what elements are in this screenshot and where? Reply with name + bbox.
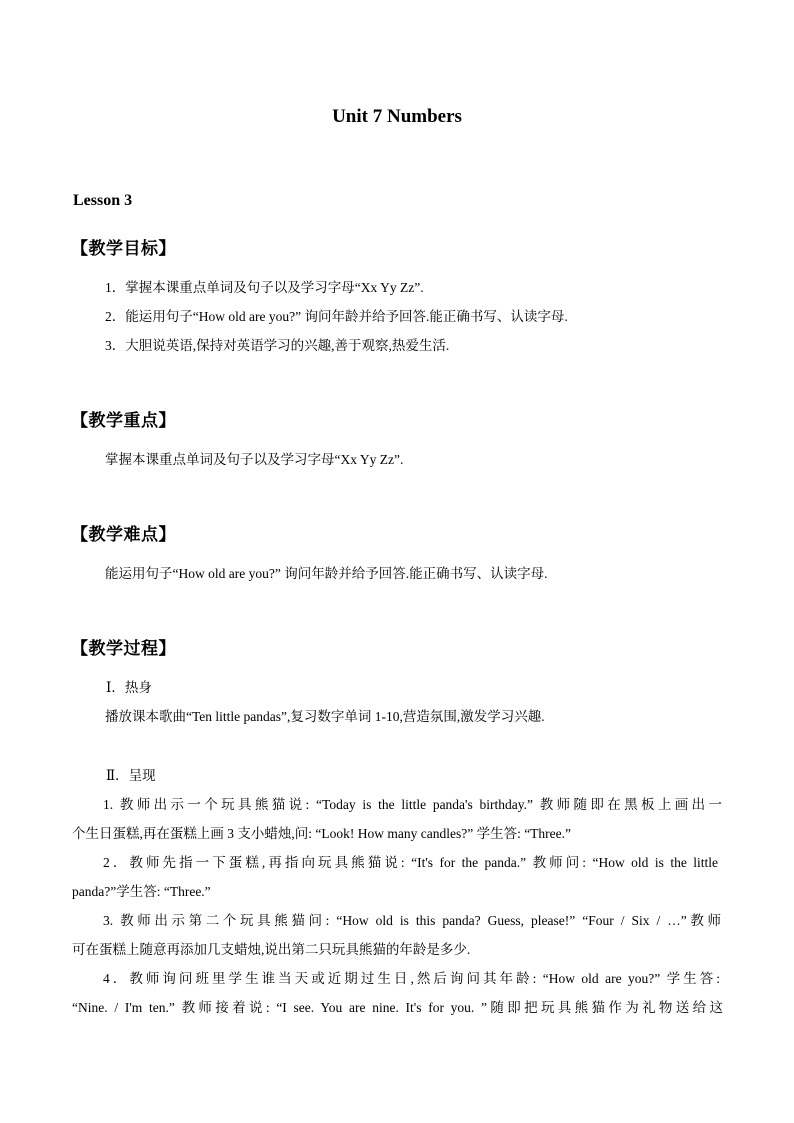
key-points-heading: 【教学重点】 bbox=[71, 411, 176, 431]
key-points-text: 掌握本课重点单词及句子以及学习字母“Xx Yy Zz”. bbox=[105, 452, 404, 467]
step1-title: Ⅰ．热身 bbox=[106, 680, 152, 695]
objectives-heading: 【教学目标】 bbox=[71, 239, 176, 259]
step2-line-1: 1. 教师出示一个玩具熊猫说: “Today is the little panda's birthday.” 教师随即在黑板上画出一 bbox=[103, 797, 722, 812]
objective-item-2: 2．能运用句子“How old are you?” 询问年龄并给予回答.能正确书写、认读字母. bbox=[105, 309, 568, 324]
step2-line-8: “Nine. / I'm ten.” 教师接着说: “I see. You are nine. It's for you. ”随即把玩具熊猫作为礼物送给这 bbox=[72, 1000, 723, 1015]
lesson-label: Lesson 3 bbox=[73, 192, 133, 209]
page-title: Unit 7 Numbers bbox=[332, 106, 462, 127]
objective-item-3: 3．大胆说英语,保持对英语学习的兴趣,善于观察,热爱生活. bbox=[105, 338, 450, 353]
step2-title: Ⅱ．呈现 bbox=[106, 768, 156, 783]
step2-line-3: 2．教师先指一下蛋糕,再指向玩具熊猫说: “It's for the panda.” 教师问: “How old is the little bbox=[103, 855, 718, 870]
objective-item-1: 1．掌握本课重点单词及句子以及学习字母“Xx Yy Zz”. bbox=[105, 280, 424, 295]
process-heading: 【教学过程】 bbox=[71, 639, 176, 659]
difficulties-heading: 【教学难点】 bbox=[71, 525, 176, 545]
step2-line-6: 可在蛋糕上随意再添加几支蜡烛,说出第二只玩具熊猫的年龄是多少. bbox=[72, 942, 471, 957]
step2-line-2: 个生日蛋糕,再在蛋糕上画 3 支小蜡烛,问: “Look! How many candles?” 学生答: “Three.” bbox=[72, 826, 572, 841]
difficulties-text: 能运用句子“How old are you?” 询问年龄并给予回答.能正确书写、认读字母. bbox=[105, 566, 548, 581]
step2-line-4: panda?”学生答: “Three.” bbox=[72, 884, 211, 899]
step2-line-5: 3. 教师出示第二个玩具熊猫问: “How old is this panda? Guess, please!” “Four / Six / …”教师 bbox=[103, 913, 721, 928]
step2-line-7: 4．教师询问班里学生谁当天或近期过生日,然后询问其年龄: “How old are you?” 学生答: bbox=[103, 971, 720, 986]
step1-text: 播放课本歌曲“Ten little pandas”,复习数字单词 1-10,营造氛围,激发学习兴趣. bbox=[105, 709, 545, 724]
